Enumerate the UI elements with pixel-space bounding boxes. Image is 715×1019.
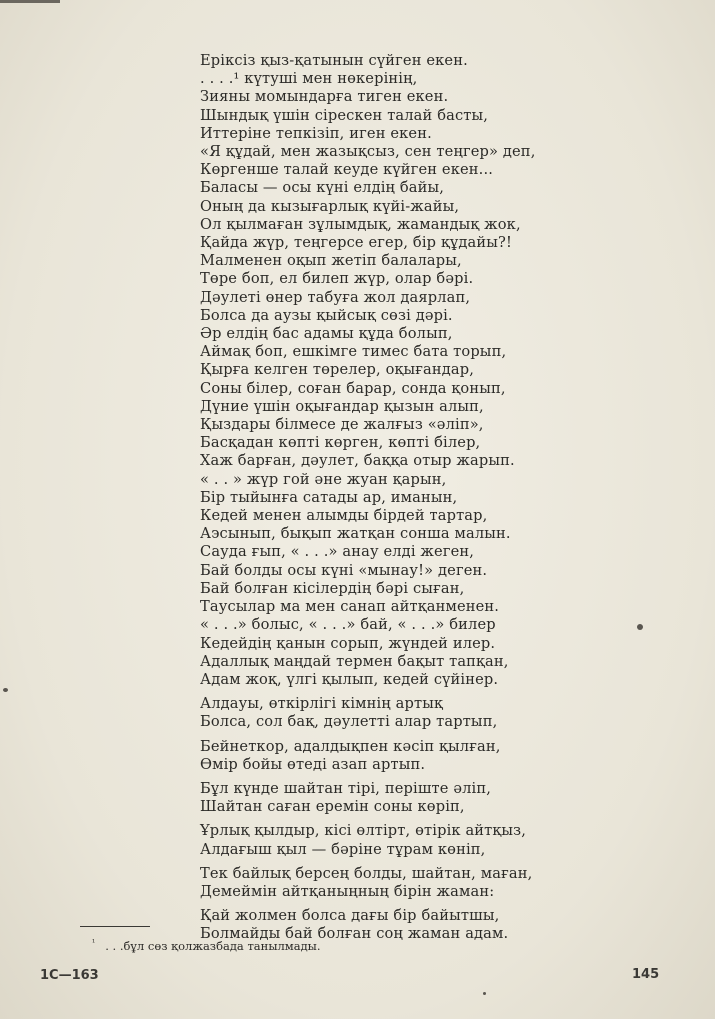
poem-line: Бай болған кісілердің бәрі сыған, [200,579,465,597]
poem-line: Баласы — осы күні елдің байы, [200,179,445,197]
poem-line: « . . » жүр гой әне жуан қарын, [200,470,447,488]
poem-line: Еріксіз қыз-қатынын сүйген екен. [200,52,468,69]
poem-line: Ұрлық қылдыр, кісі өлтірт, өтірік айтқыз, [200,822,527,840]
poem-line: Болса, сол бақ, дәулетті алар тартып, [200,713,498,731]
ink-spot [637,624,643,630]
footnote-mark: ¹ [92,938,96,947]
poem-line: Аэсынып, бықып жатқан сонша малын. [200,525,511,543]
poem-line: «Я құдай, мен жазықсыз, сен теңгер» деп, [200,143,536,161]
poem-line: Соны білер, соған барар, сонда қонып, [200,379,506,397]
poem-line: Хаж барған, дәулет, баққа отыр жарып. [200,452,515,470]
footnote-divider [80,926,150,927]
printer-signature: 1С—163 [40,968,99,983]
poem-line: Көргенше талай кеуде күйген екен... [200,161,494,179]
poem-line: Адам жоқ, үлгі қылып, кедей сүйінер. [200,670,499,688]
footnote-text: . . .бұл сөз қолжазбада танылмады. [105,938,321,953]
poem-line: Тек байлық берсең болды, шайтан, маған, [200,864,533,882]
footnote [92,936,320,953]
poem-text [200,52,600,944]
ink-spot [483,992,486,995]
poem-line: Шайтан саған еремін соны көріп, [200,798,465,816]
page-number: 145 [632,967,660,982]
poem-line: Малменен оқып жетіп балалары, [200,252,462,270]
poem-line: Демеймін айтқаныңның бірін жаман: [200,882,495,900]
poem-line: Кедейдің қанын сорып, жүндей илер. [200,634,496,652]
poem-line: Дүние үшін оқығандар қызын алып, [200,397,484,415]
poem-line: Аймақ боп, ешкімге тимес бата торып, [200,343,507,361]
poem-line: Болмайды бай болған соң жаман адам. [200,925,509,943]
poem-line: Болса да аузы қыйсық сөзі дәрі. [200,306,453,324]
poem-line: Бейнеткор, адалдықпен кәсіп қылған, [200,737,501,755]
poem-line: Иттеріне тепкізіп, иген екен. [200,124,432,142]
poem-line: Өмір бойы өтеді азап артып. [200,755,426,773]
poem-line: Адаллық маңдай термен бақыт тапқан, [200,652,509,670]
poem-line: Қырға келген төрелер, оқығандар, [200,361,475,379]
poem-line: Қайда жүр, теңгерсе егер, бір құдайы?! [200,234,512,252]
poem-line: Дәулеті өнер табуға жол даярлап, [200,288,471,306]
poem-line: Басқадан көпті көрген, көпті білер, [200,434,481,452]
poem-line: Оның да кызығарлық күйі-жайы, [200,197,460,215]
poem-line: Қай жолмен болса дағы бір байытшы, [200,907,500,925]
poem-line: Сауда ғып, « . . .» анау елді жеген, [200,543,475,561]
poem-line: Бір тыйынға сатады ар, иманын, [200,488,458,506]
poem-line: Алдағыш қыл — бәріне тұрам көніп, [200,840,486,858]
poem-line: Зияны момындарға тиген екен. [200,88,449,106]
poem-line: Әр елдің бас адамы құда болып, [200,325,453,343]
poem-line: Алдауы, өткірлігі кімнің артық [200,695,443,713]
ink-spot [3,688,8,692]
poem-line: . . . .¹ күтуші мен нөкерінің, [200,70,418,88]
page-edge-mark [0,0,60,3]
poem-line: Бұл күнде шайтан тірі, періште әліп, [200,779,492,797]
poem-line: Кедей менен алымды бірдей тартар, [200,507,488,525]
poem-line: Таусылар ма мен санап айтқанменен. [200,598,500,616]
poem-line: Шындық үшін сірескен талай басты, [200,106,489,124]
poem-line: Төре боп, ел билеп жүр, олар бәрі. [200,270,474,288]
poem-line: Ол қылмаған зұлымдық, жамандық жок, [200,215,521,233]
poem-line: Қыздары білмесе де жалғыз «әліп», [200,416,484,434]
poem-line: « . . .» болыс, « . . .» бай, « . . .» билер [200,616,496,634]
poem-line: Бай болды осы күні «мынау!» деген. [200,561,488,579]
